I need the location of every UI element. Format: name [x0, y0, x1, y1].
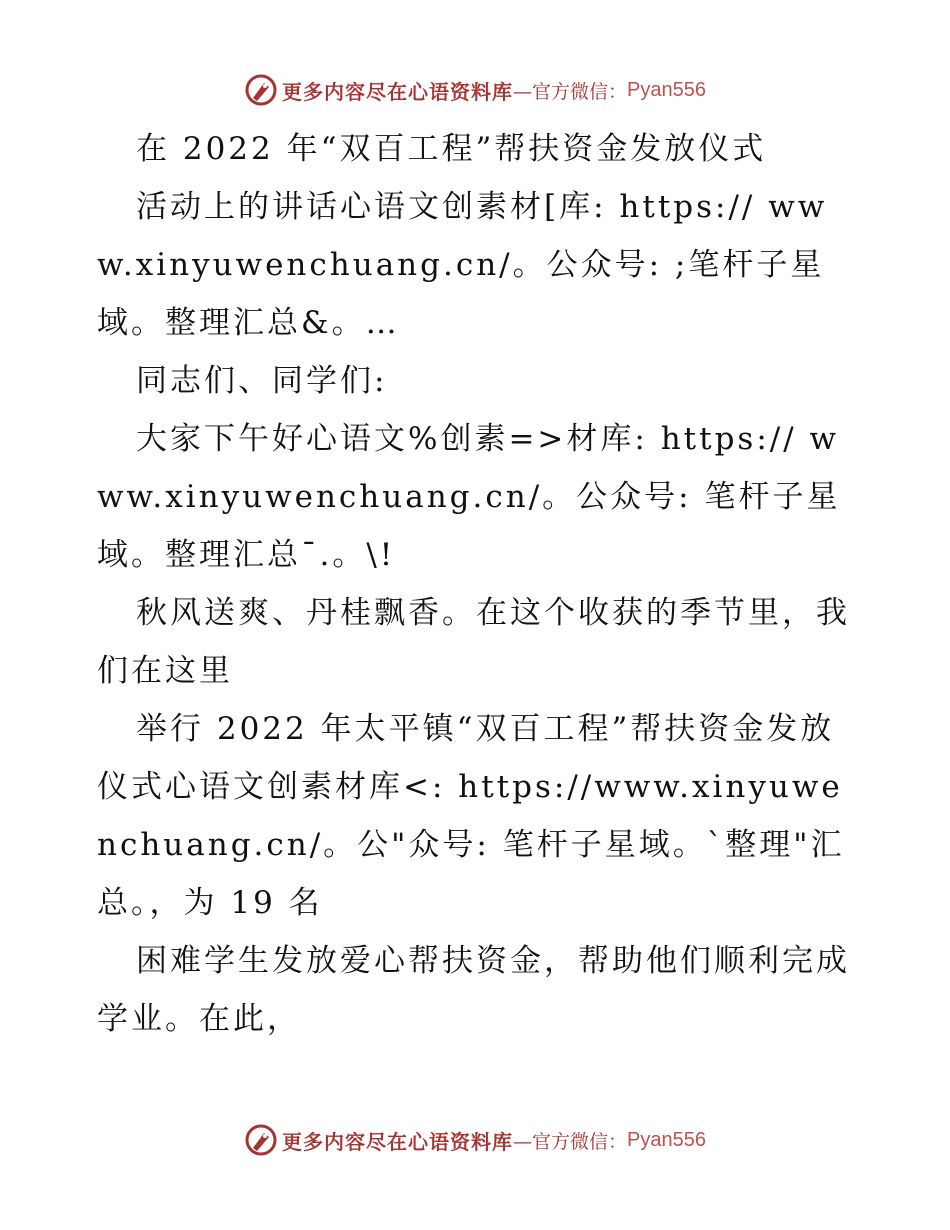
banner-separator: —官方微信：	[513, 80, 628, 103]
paragraph-title: 在 2022 年“双百工程”帮扶资金发放仪式	[136, 131, 767, 167]
paragraph-source-note-1: 活动上的讲话心语文创素材[库: https:// www.xinyuwenchuang.cn/。公众号: ;笔杆子星域。整理汇总&。…	[97, 189, 828, 341]
paragraph-afternoon: 大家下午好心语文%创素=>材库: https:// www.xinyuwenchuang.cn/。公众号: 笔杆子星域。整理汇总¯.。\!	[97, 421, 841, 573]
pen-nib-logo-icon	[244, 1123, 278, 1157]
paragraph-students: 困难学生发放爱心帮扶资金，帮助他们顺利完成学业。在此，	[97, 943, 850, 1037]
banner-title: 更多内容尽在心语资料库	[282, 79, 513, 104]
banner-wechat-id: Pyan556	[627, 1128, 706, 1151]
pen-nib-logo-icon	[244, 73, 278, 107]
paragraph-greeting: 同志们、同学们:	[136, 363, 388, 399]
paragraph-autumn: 秋风送爽、丹桂飘香。在这个收获的季节里，我们在这里	[97, 595, 850, 689]
banner-separator: —官方微信：	[513, 1130, 628, 1153]
paragraph-ceremony: 举行 2022 年太平镇“双百工程”帮扶资金发放仪式心语文创素材库<: https://www.xinyuwenchuang.cn/。公"众号: 笔杆子星域。`整理"汇总。，为 19 名	[97, 711, 845, 921]
banner-title: 更多内容尽在心语资料库	[282, 1129, 513, 1154]
document-body	[97, 120, 857, 1048]
banner-wechat-id: Pyan556	[627, 78, 706, 101]
footer-watermark-banner	[0, 1120, 950, 1160]
header-watermark-banner	[0, 70, 950, 110]
